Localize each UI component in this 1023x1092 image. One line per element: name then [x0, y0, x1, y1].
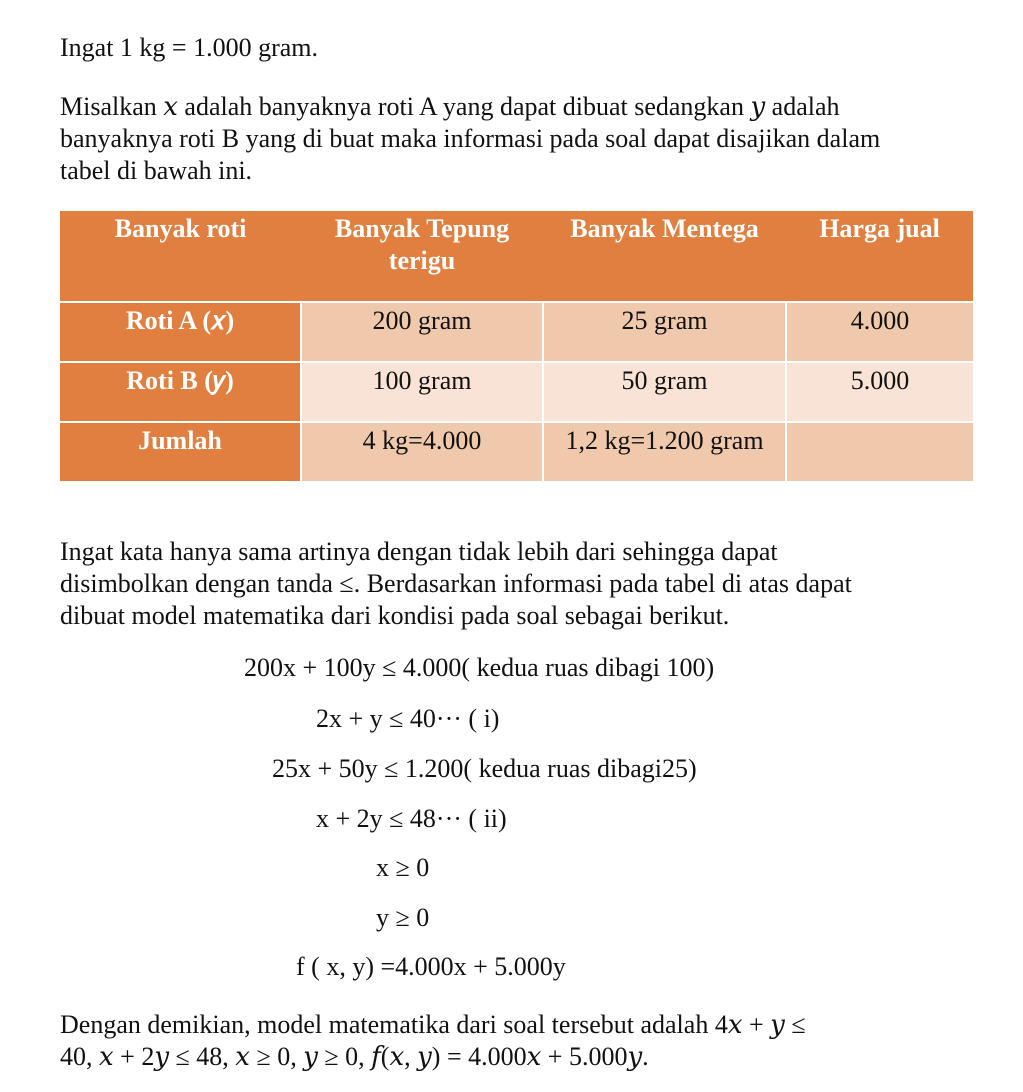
paragraph-line: tabel di bawah ini. — [60, 156, 253, 185]
equation-5: x ≥ 0 — [376, 853, 430, 882]
row-label: Roti B (𝑦) — [60, 362, 301, 422]
row-label: Jumlah — [60, 422, 301, 481]
equation-6: y ≥ 0 — [376, 903, 430, 932]
table-cell: 5.000 — [786, 362, 973, 422]
table-cell: 4.000 — [786, 302, 973, 362]
paragraph-line: Dengan demikian, model matematika dari soal tersebut adalah 4𝑥 + 𝑦 ≤ — [60, 1010, 806, 1039]
equation-1: 200x + 100y ≤ 4.000( kedua ruas dibagi 100) — [244, 653, 715, 682]
table-cell: 25 gram — [543, 302, 786, 362]
equation-3: 25x + 50y ≤ 1.200( kedua ruas dibagi25) — [272, 754, 697, 783]
table-header-row — [60, 211, 973, 302]
conclusion-paragraph — [60, 1009, 973, 1073]
equation-2: 2x + y ≤ 40··· ( i) — [316, 704, 500, 733]
header-banyak-mentega: Banyak Mentega — [543, 211, 786, 302]
header-banyak-tepung: Banyak Tepung terigu — [301, 211, 543, 302]
paragraph-line: banyaknya roti B yang di buat maka informasi pada soal dapat disajikan dalam — [60, 124, 881, 153]
model-explanation-paragraph — [60, 536, 973, 632]
table-cell: 100 gram — [301, 362, 543, 422]
header-banyak-roti: Banyak roti — [60, 211, 301, 302]
table-row-roti-a — [60, 302, 973, 362]
header-harga-jual: Harga jual — [786, 211, 973, 302]
paragraph-line: disimbolkan dengan tanda ≤. Berdasarkan informasi pada tabel di atas dapat — [60, 569, 852, 598]
table-row-jumlah — [60, 422, 973, 481]
paragraph-line: dibuat model matematika dari kondisi pada soal sebagai berikut. — [60, 601, 730, 630]
row-label: Roti A (𝑥) — [60, 302, 301, 362]
intro-text: Ingat 1 kg = 1.000 gram. — [60, 33, 319, 62]
table-row-roti-b — [60, 362, 973, 422]
variable-definition-paragraph — [60, 91, 973, 187]
paragraph-line: Misalkan 𝑥 adalah banyaknya roti A yang dapat dibuat sedangkan 𝑦 adalah — [60, 92, 840, 121]
paragraph-line: Ingat kata hanya sama artinya dengan tidak lebih dari sehingga dapat — [60, 537, 778, 566]
objective-function: f ( x, y) =4.000x + 5.000y — [296, 952, 566, 981]
table-cell: 50 gram — [543, 362, 786, 422]
table-cell: 200 gram — [301, 302, 543, 362]
equation-4: x + 2y ≤ 48··· ( ii) — [316, 804, 507, 833]
paragraph-line: 40, 𝑥 + 2𝑦 ≤ 48, 𝑥 ≥ 0, 𝑦 ≥ 0, 𝑓(𝑥, 𝑦) = 4.000𝑥 + 5.000𝑦. — [60, 1042, 649, 1071]
table-cell — [786, 422, 973, 481]
bread-data-table — [60, 211, 973, 481]
table-cell: 4 kg=4.000 — [301, 422, 543, 481]
table-cell: 1,2 kg=1.200 gram — [543, 422, 786, 481]
